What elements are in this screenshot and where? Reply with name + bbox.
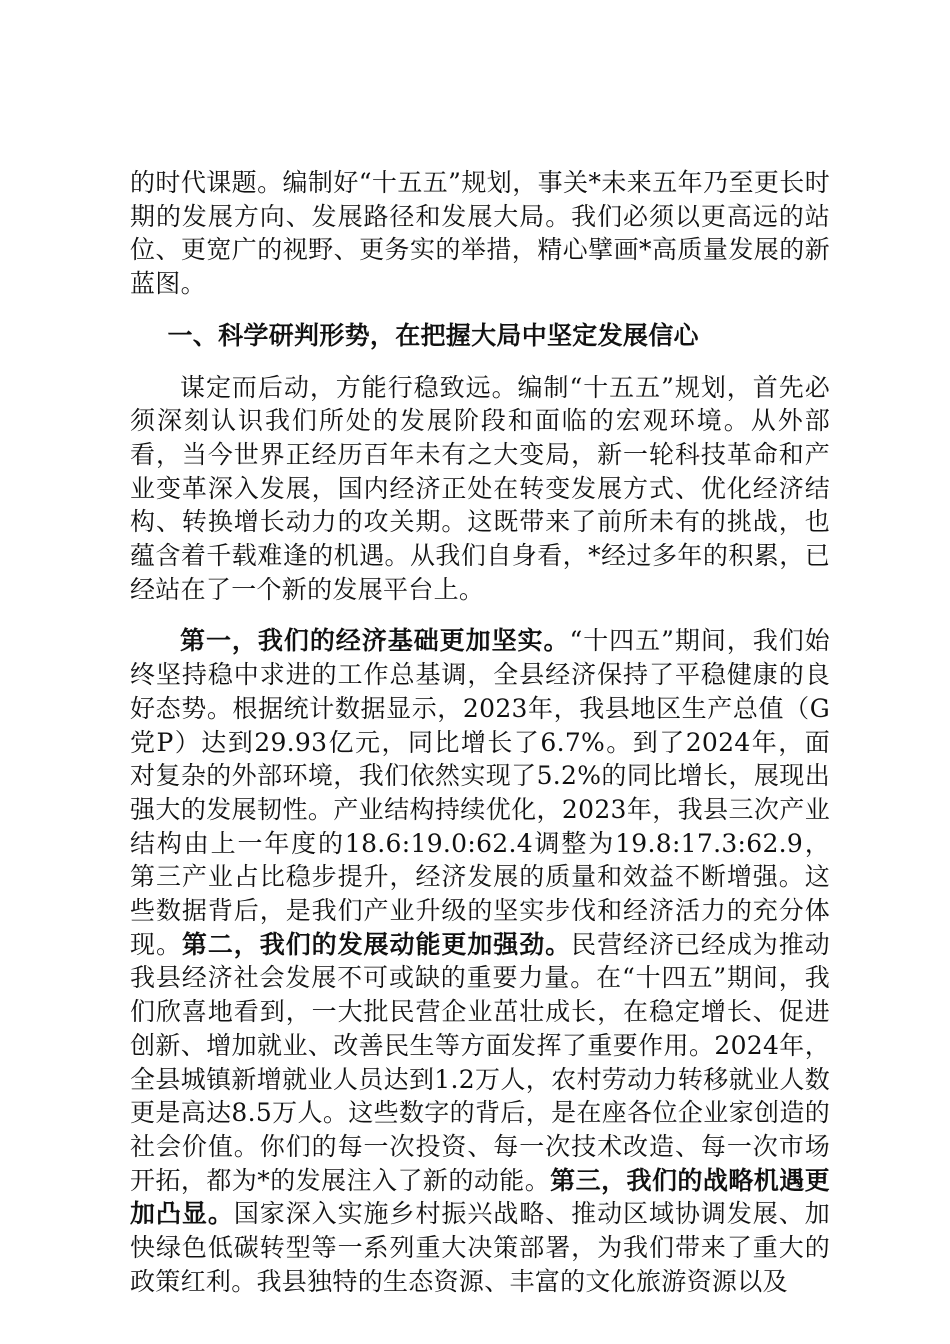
section-heading: 一、科学研判形势，在把握大局中坚定发展信心 <box>167 320 699 350</box>
paragraph-points <box>130 624 830 1298</box>
paragraph-situation: 谋定而后动，方能行稳致远。编制“十五五”规划，首先必须深刻认识我们所处的发展阶段和面临的宏观环境。从外部看，当今世界正经历百年未有之大变局，新一轮科技革命和产业变革深入发展，国内经济正处在转变发展方式、优化经济结构、转换增长动力的攻关期。这既带来了前所未有的挑战，也蕴含着千载难逢的机遇。从我们自身看，*经过多年的积累，已经站在了一个新的发展平台上。 <box>130 372 830 604</box>
point-1-heading: 第一，我们的经济基础更加坚实。 <box>180 626 570 656</box>
spacer <box>130 353 830 371</box>
point-1-text: “十四五”期间，我们始终坚持稳中求进的工作总基调，全县经济保持了平稳健康的良好态势。根据统计数据显示，2023年，我县地区生产总值（G党P）达到29.93亿元，同比增长了6.7%。到了2024年，面对复杂的外部环境，我们依然实现了5.2%的同比增长，展现出强大的发展韧性。产业结构持续优化，2023年，我县三次产业结构由上一年度的18.6:19.0:62.4调整为19.8:17.3:62.9，第三产业占比稳步提升，经济发展的质量和效益不断增强。这些数据背后，是我们产业升级的坚实步伐和经济活力的充分体现。 <box>130 626 830 959</box>
spacer <box>130 606 830 624</box>
point-2-heading: 第二，我们的发展动能更加强劲。 <box>181 929 572 959</box>
point-3-heading: 第三，我们的战略机遇更加凸显。 <box>130 1165 830 1229</box>
point-2-text: 民营经济已经成为推动我县经济社会发展不可或缺的重要力量。在“十四五”期间，我们欣喜地看到，一大批民营企业茁壮成长，在稳定增长、促进创新、增加就业、改善民生等方面发挥了重要作用。2024年，全县城镇新增就业人员达到1.2万人，农村劳动力转移就业人数更是高达8.5万人。这些数字的背后，是在座各位企业家创造的社会价值。你们的每一次投资、每一次技术改造、每一次市场开拓，都为*的发展注入了新的动能。 <box>130 929 830 1195</box>
document-body <box>130 166 830 1299</box>
spacer <box>130 301 830 319</box>
paragraph-intro: 的时代课题。编制好“十五五”规划，事关*未来五年乃至更长时期的发展方向、发展路径和发展大局。我们必须以更高远的站位、更宽广的视野、更务实的举措，精心擘画*高质量发展的新蓝图。 <box>130 168 830 299</box>
point-3-text: 国家深入实施乡村振兴战略、推动区域协调发展、加快绿色低碳转型等一系列重大决策部署，为我们带来了重大的政策红利。我县独特的生态资源、丰富的文化旅游资源以及 <box>130 1199 831 1296</box>
